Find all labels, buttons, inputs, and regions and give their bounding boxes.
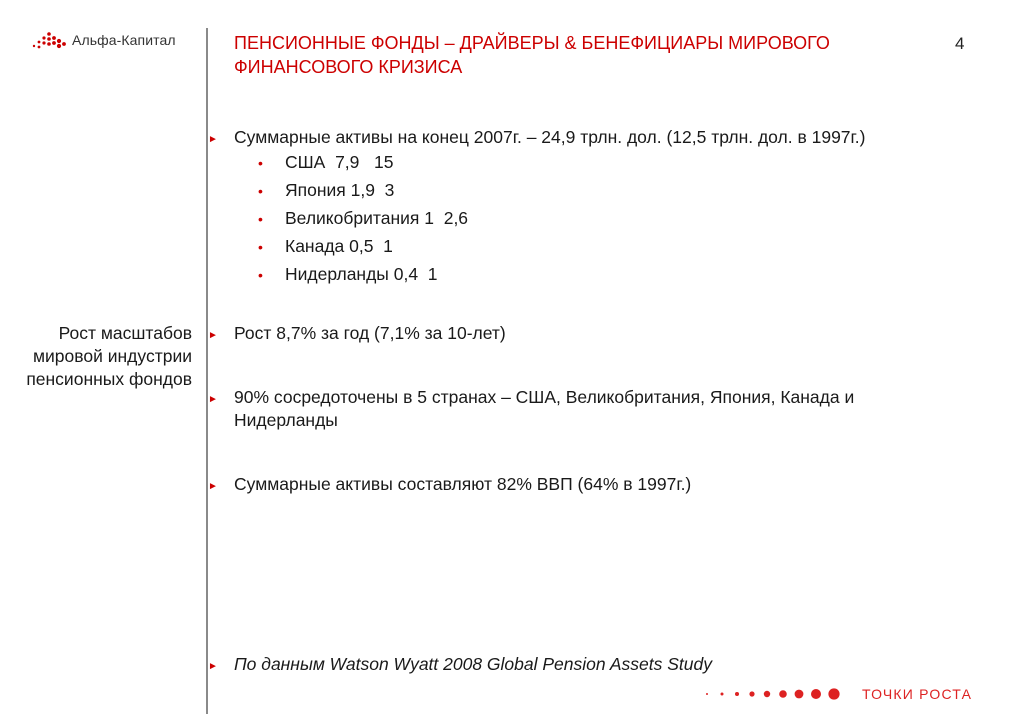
slide-title: ПЕНСИОННЫЕ ФОНДЫ – ДРАЙВЕРЫ & БЕНЕФИЦИАРЫ МИРОВОГО ФИНАНСОВОГО КРИЗИСА [234, 33, 830, 77]
section-label: Рост масштабов мировой индустрии пенсионных фондов [26, 323, 192, 389]
dot-bullet-icon: • [258, 155, 263, 171]
list-item [258, 208, 468, 236]
page-number: 4 [955, 34, 965, 53]
bullet-text: Суммарные активы составляют 82% ВВП (64% в 1997г.) [234, 474, 692, 494]
tagline-text: ТОЧКИ РОСТА [862, 686, 973, 702]
country-assets-list [258, 152, 468, 292]
list-item [258, 180, 468, 208]
bullet-text: 90% сосредоточены в 5 странах – США, Великобритания, Япония, Канада и Нидерланды [234, 387, 855, 430]
bullet-item [208, 126, 968, 151]
triangle-bullet-icon: ► [208, 330, 218, 341]
list-item-text: Великобритания 1 2,6 [285, 208, 469, 228]
logo-text: Альфа-Капитал [72, 32, 176, 48]
triangle-bullet-icon: ► [208, 394, 218, 405]
triangle-bullet-icon: ► [208, 661, 218, 672]
bullet-item [208, 386, 948, 432]
growing-dots-icon [704, 686, 852, 702]
list-item [258, 264, 468, 292]
triangle-bullet-icon: ► [208, 481, 218, 492]
footer-tagline [704, 686, 972, 702]
list-item-text: Япония 1,9 3 [285, 180, 395, 200]
source-note [208, 653, 968, 678]
dot-bullet-icon: • [258, 211, 263, 227]
source-text: По данным Watson Wyatt 2008 Global Pension Assets Study [234, 654, 712, 674]
list-item-text: Канада 0,5 1 [285, 236, 393, 256]
dot-bullet-icon: • [258, 267, 263, 283]
triangle-bullet-icon: ► [208, 134, 218, 145]
dot-cluster-logo-icon [32, 31, 66, 49]
dot-bullet-icon: • [258, 183, 263, 199]
bullet-text: Рост 8,7% за год (7,1% за 10-лет) [234, 323, 506, 343]
dot-bullet-icon: • [258, 239, 263, 255]
bullet-item [208, 473, 968, 498]
bullet-item [208, 322, 968, 347]
list-item-text: США 7,9 15 [285, 152, 394, 172]
list-item [258, 236, 468, 264]
bullet-text: Суммарные активы на конец 2007г. – 24,9 трлн. дол. (12,5 трлн. дол. в 1997г.) [234, 127, 866, 147]
list-item-text: Нидерланды 0,4 1 [285, 264, 438, 284]
company-logo [32, 31, 176, 49]
list-item [258, 152, 468, 180]
